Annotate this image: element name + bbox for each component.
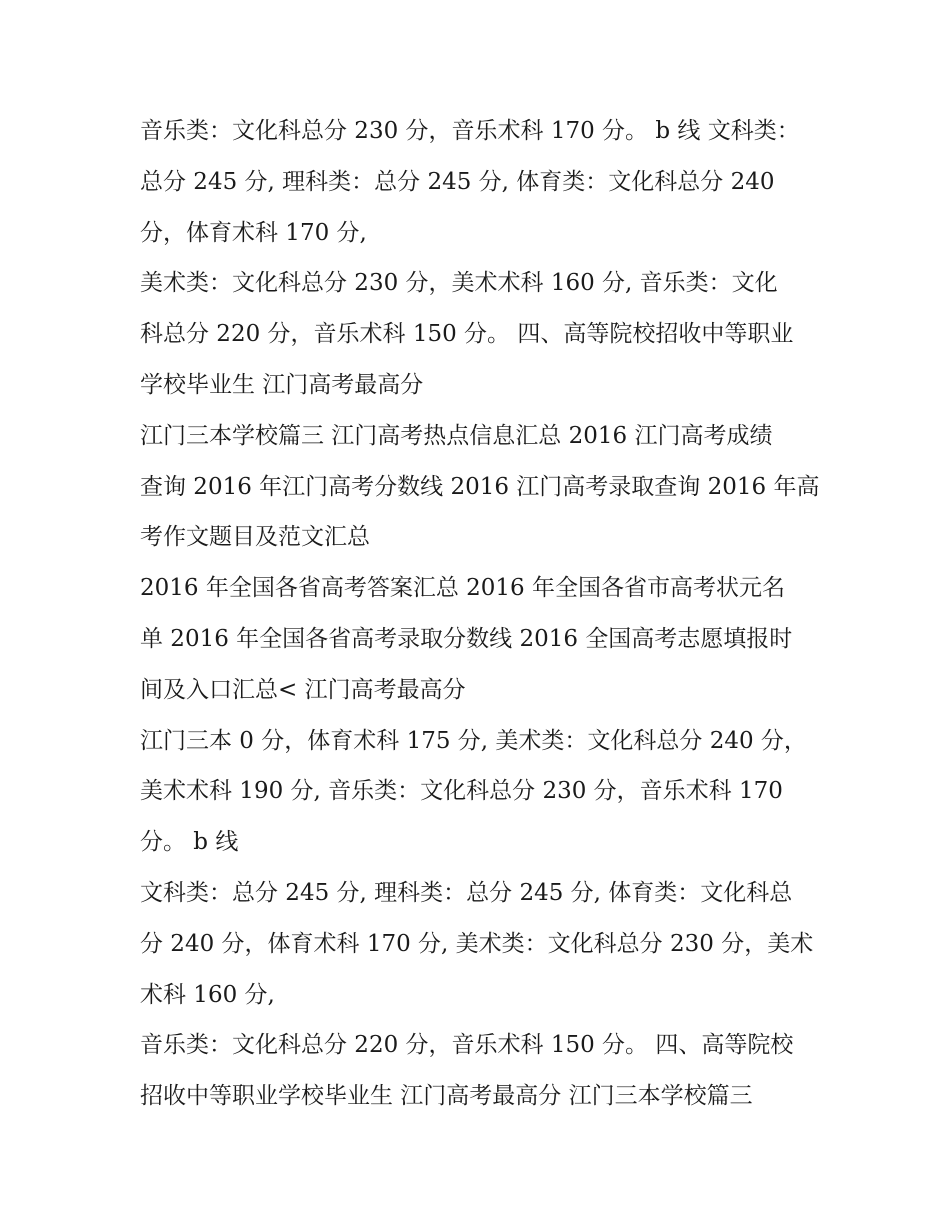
text-line: 分 240 分，体育术科 170 分, 美术类：文化科总分 230 分，美术 <box>140 930 814 957</box>
text-line: 音乐类：文化科总分 230 分，音乐术科 170 分。 b 线 文科类： <box>140 118 800 144</box>
text-line: 总分 245 分, 理科类：总分 245 分, 体育类：文化科总分 240 <box>140 168 775 195</box>
text-line: 间及入口汇总< 江门高考最高分 <box>140 676 466 703</box>
text-line: 招收中等职业学校毕业生 江门高考最高分 江门三本学校篇三 <box>140 1083 753 1110</box>
paragraph-5 <box>140 716 820 868</box>
paragraph-6 <box>140 868 820 1020</box>
text-line: 美术术科 190 分, 音乐类：文化科总分 230 分，音乐术科 170 <box>140 778 783 805</box>
text-line: 音乐类：文化科总分 220 分，音乐术科 150 分。 四、高等院校 <box>140 1032 794 1059</box>
text-line: 美术类：文化科总分 230 分，美术术科 160 分, 音乐类：文化 <box>140 270 778 297</box>
paragraph-4 <box>140 563 820 715</box>
text-line: 江门三本 0 分，体育术科 175 分, 美术类：文化科总分 240 分， <box>140 727 807 754</box>
text-line: 考作文题目及范文汇总 <box>140 524 370 551</box>
text-line: 查询 2016 年江门高考分数线 2016 江门高考录取查询 2016 年高 <box>140 473 820 500</box>
paragraph-1 <box>140 106 820 258</box>
text-line: 江门三本学校篇三 江门高考热点信息汇总 2016 江门高考成绩 <box>140 422 773 449</box>
text-line: 单 2016 年全国各省高考录取分数线 2016 全国高考志愿填报时 <box>140 625 793 652</box>
text-line: 分，体育术科 170 分, <box>140 219 367 246</box>
text-line: 术科 160 分, <box>140 981 275 1008</box>
paragraph-3 <box>140 411 820 563</box>
paragraph-2 <box>140 258 820 410</box>
text-line: 分。 b 线 <box>140 829 239 856</box>
text-line: 文科类：总分 245 分, 理科类：总分 245 分, 体育类：文化科总 <box>140 879 793 906</box>
document-body <box>140 106 820 1122</box>
text-line: 2016 年全国各省高考答案汇总 2016 年全国各省市高考状元名 <box>140 575 785 602</box>
text-line: 科总分 220 分，音乐术科 150 分。 四、高等院校招收中等职业 <box>140 321 794 348</box>
text-line: 学校毕业生 江门高考最高分 <box>140 371 424 398</box>
paragraph-7 <box>140 1020 820 1122</box>
